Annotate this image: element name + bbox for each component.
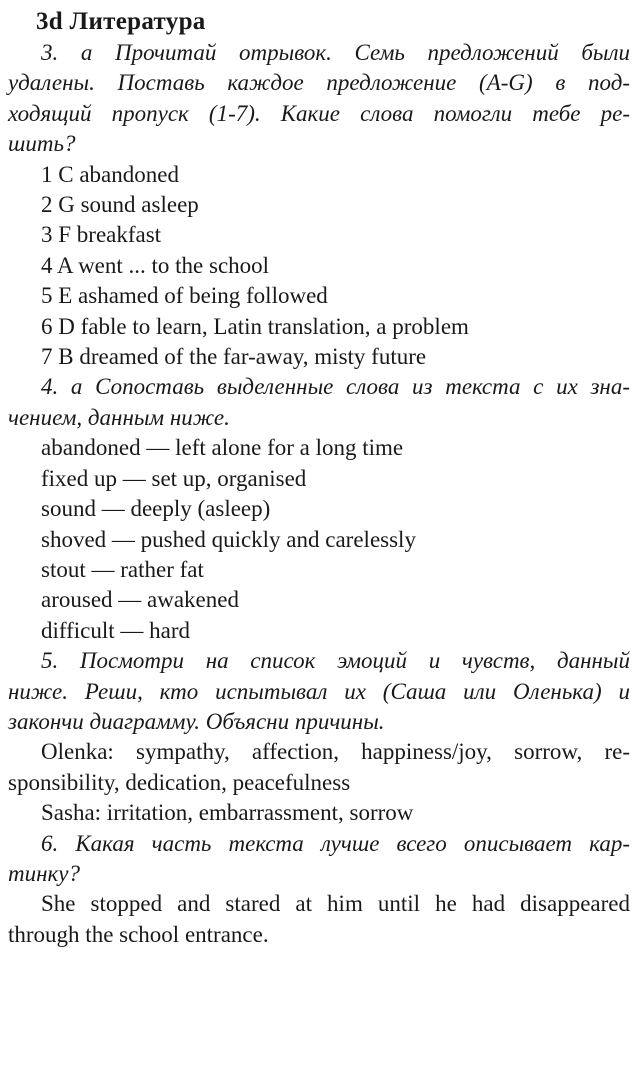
text-line: ходящий пропуск (1-7). Какие слова помогли тебе ре- [8, 100, 630, 126]
task4-definition-list [8, 433, 630, 646]
definition-line: abandoned — left alone for a long time [41, 435, 404, 461]
text-line: Sasha: irritation, embarrassment, sorrow [41, 800, 414, 826]
section-title: 3d Литература [36, 8, 206, 35]
task5-instruction [8, 646, 630, 737]
answer-line: 4 A went ... to the school [41, 252, 270, 278]
text-line: тинку? [8, 860, 80, 886]
text-line: 5. Посмотри на список эмоций и чувств, данный [41, 648, 630, 674]
definition-line: fixed up — set up, organised [41, 465, 307, 491]
text-line: шить? [8, 131, 76, 157]
definition-line: aroused — awakened [41, 587, 239, 613]
answer-line: 5 E ashamed of being followed [41, 283, 328, 309]
task5-olenka-answer [8, 737, 630, 798]
answer-line: 6 D fable to learn, Latin translation, a problem [41, 313, 469, 339]
text-line: Olenka: sympathy, affection, happiness/joy, sorrow, re- [41, 739, 630, 765]
definition-line: difficult — hard [41, 617, 191, 643]
text-line: чением, данным ниже. [8, 404, 230, 430]
text-line: закончи диаграмму. Объясни причины. [8, 708, 385, 734]
task6-instruction [8, 829, 630, 890]
text-line: She stopped and stared at him until he had disappeared [41, 891, 630, 917]
answer-line: 2 G sound asleep [41, 192, 199, 218]
text-line: удалены. Поставь каждое предложение (A-G) в под- [8, 70, 630, 96]
answer-line: 3 F breakfast [41, 222, 162, 248]
task4-instruction [8, 372, 630, 433]
task3-answer-list [8, 160, 630, 373]
task5-sasha-answer [8, 798, 630, 828]
definition-line: shoved — pushed quickly and carelessly [41, 526, 416, 552]
text-line: sponsibility, dedication, peacefulness [8, 769, 351, 795]
text-line: 4. а Сопоставь выделенные слова из текста с их зна- [41, 374, 630, 400]
task3-instruction [8, 38, 630, 160]
text-line: through the school entrance. [8, 921, 269, 947]
answer-line: 7 B dreamed of the far-away, misty future [41, 344, 427, 370]
answer-line: 1 C abandoned [41, 161, 179, 187]
task6-answer [8, 889, 630, 950]
definition-line: sound — deeply (asleep) [41, 496, 271, 522]
text-line: ниже. Реши, кто испытывал их (Саша или Оленька) и [8, 678, 630, 704]
text-line: 3. а Прочитай отрывок. Семь предложений были [41, 40, 630, 65]
definition-line: stout — rather fat [41, 556, 204, 582]
text-line: 6. Какая часть текста лучше всего описывает кар- [41, 830, 630, 856]
